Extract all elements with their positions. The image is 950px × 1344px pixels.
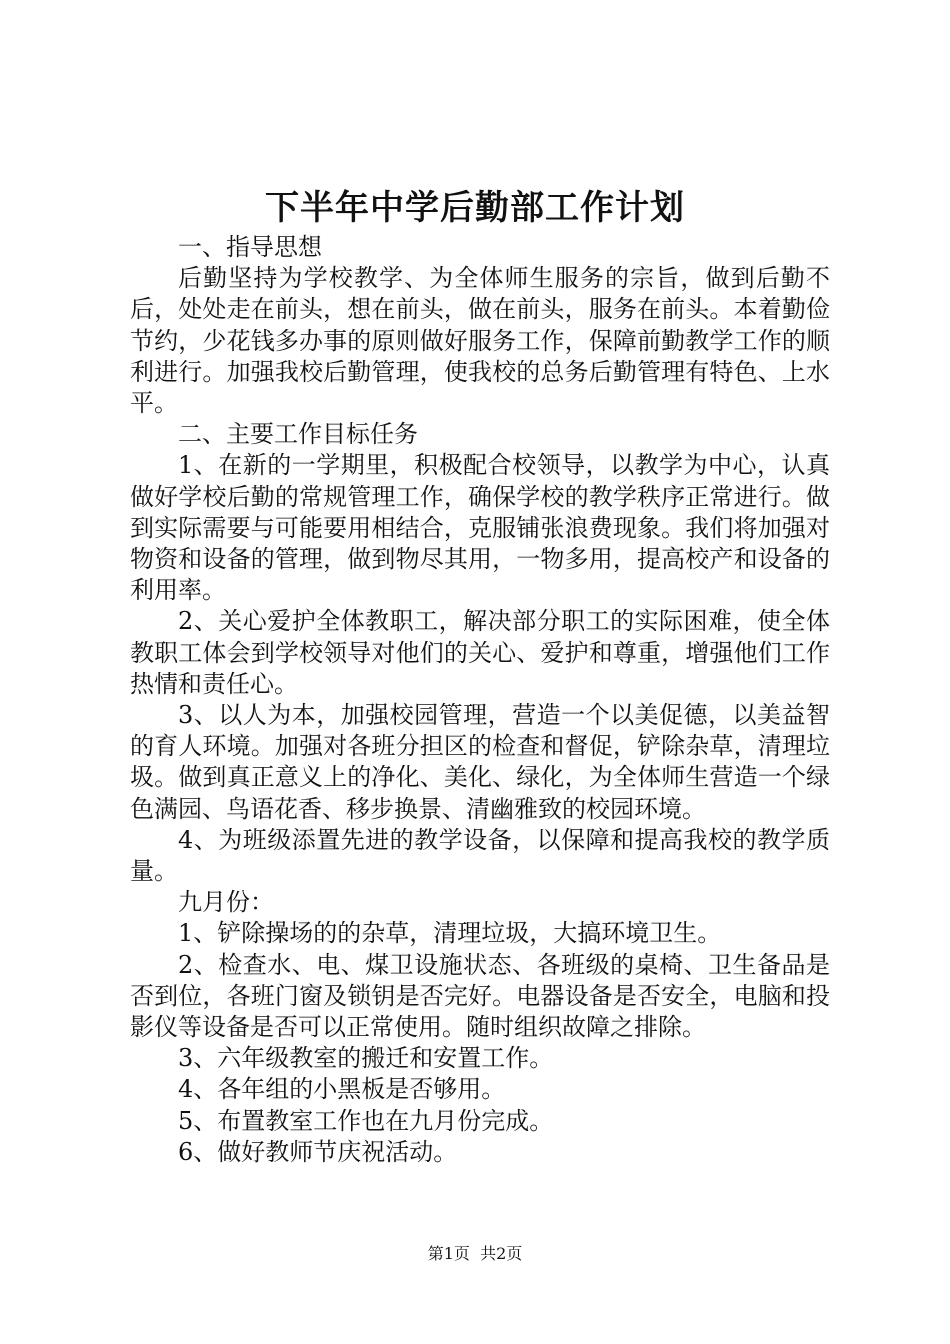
- paragraph: 3、以人为本，加强校园管理，营造一个以美促德，以美益智的育人环境。加强对各班分担区的检查和督促，铲除杂草，清理垃圾。做到真正意义上的净化、美化、绿化，为全体师生营造一个绿色满园、鸟语花香、移步换景、清幽雅致的校园环境。: [130, 701, 830, 823]
- list-item: 2、检查水、电、煤卫设施状态、各班级的桌椅、卫生备品是否到位，各班门窗及锁钥是否完好。电器设备是否安全，电脑和投影仪等设备是否可以正常使用。随时组织故障之排除。: [130, 950, 830, 1042]
- list-item: 3、六年级教室的搬迁和安置工作。: [178, 1044, 554, 1073]
- paragraph: 后勤坚持为学校教学、为全体师生服务的宗旨，做到后勤不后，处处走在前头，想在前头，做在前头，服务在前头。本着勤俭节约，少花钱多办事的原则做好服务工作，保障前勤教学工作的顺利进行。加强我校后勤管理，使我校的总务后勤管理有特色、上水平。: [130, 264, 830, 418]
- document-title: 下半年中学后勤部工作计划: [265, 188, 685, 228]
- section-heading: 一、指导思想: [178, 233, 322, 261]
- document-body: [130, 232, 830, 1168]
- list-item: 5、布置教室工作也在九月份完成。: [178, 1106, 554, 1135]
- paragraph: 4、为班级添置先进的教学设备，以保障和提高我校的教学质量。: [130, 825, 830, 886]
- section-heading: 二、主要工作目标任务: [178, 420, 418, 449]
- page-total: 共2页: [480, 1244, 523, 1263]
- list-item: 6、做好教师节庆祝活动。: [178, 1137, 458, 1166]
- page-number: 第1页: [427, 1244, 470, 1263]
- paragraph: 2、关心爱护全体教职工，解决部分职工的实际困难，使全体教职工体会到学校领导对他们的关心、爱护和尊重，增强他们工作热情和责任心。: [130, 607, 830, 698]
- list-item: 4、各年组的小黑板是否够用。: [178, 1075, 506, 1104]
- paragraph: 1、在新的一学期里，积极配合校领导，以教学为中心，认真做好学校后勤的常规管理工作，确保学校的教学秩序正常进行。做到实际需要与可能要用相结合，克服铺张浪费现象。我们将加强对物资和设备的管理，做到物尽其用，一物多用，提高校产和设备的利用率。: [130, 451, 830, 605]
- list-item: 1、铲除操场的的杂草，清理垃圾，大搞环境卫生。: [178, 919, 722, 948]
- subsection-heading: 九月份：: [178, 888, 274, 917]
- page-footer: [0, 1244, 950, 1264]
